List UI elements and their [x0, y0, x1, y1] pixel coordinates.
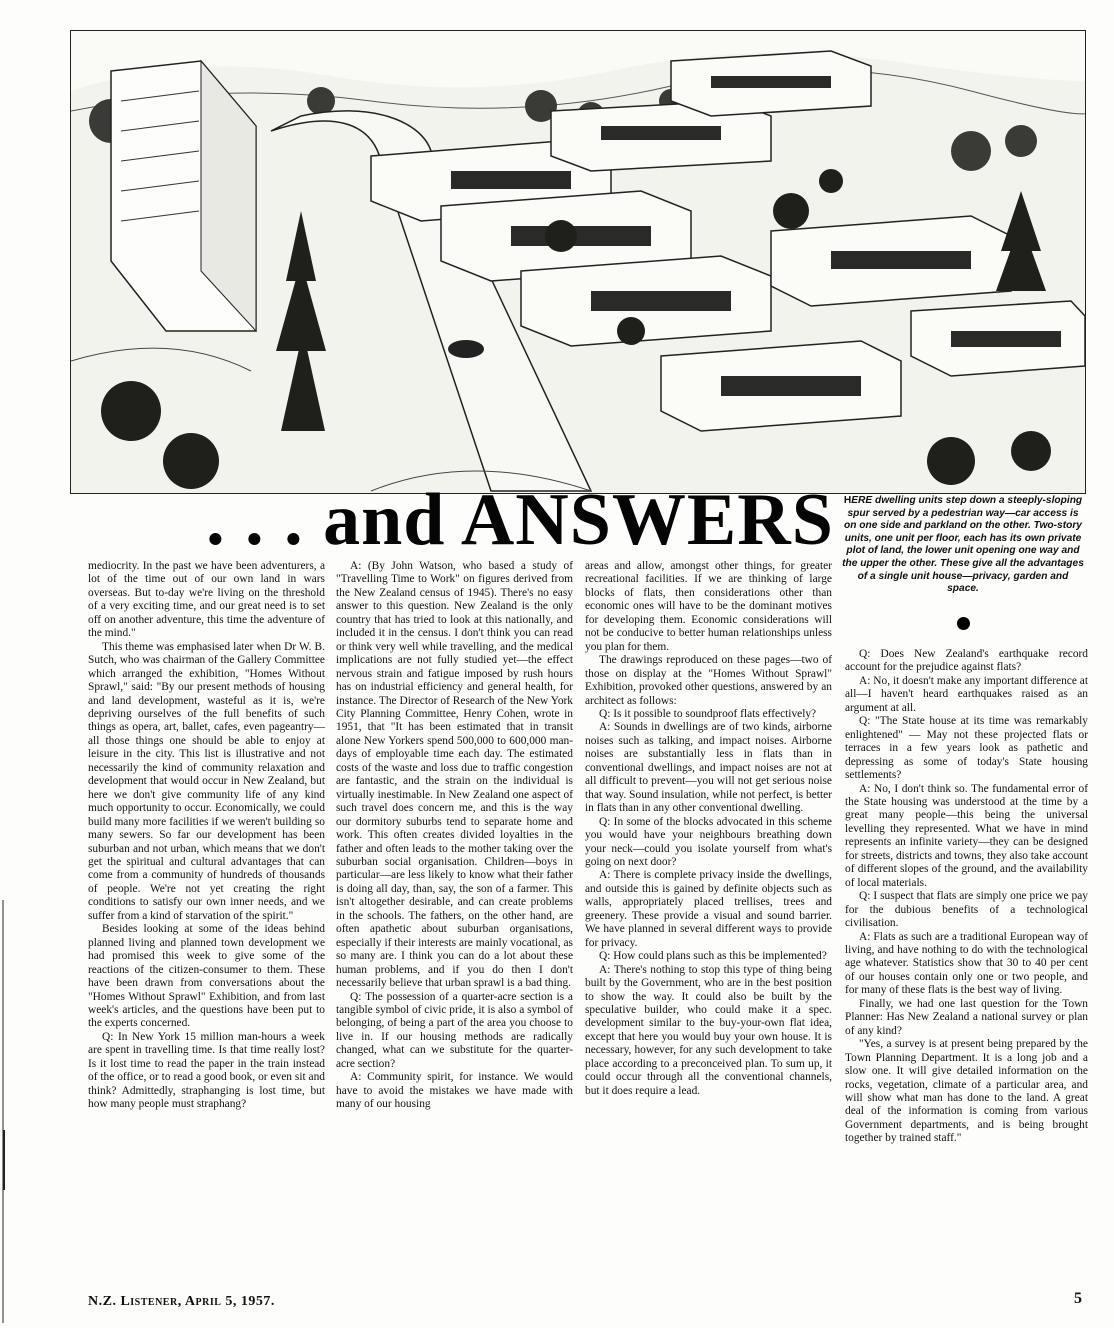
caption: HERE dwelling units step down a steeply-sloping spur served by a pedestrian way—car access is on one side and parkland on the other. Two-story units, one unit per floor, each has its own private plot of land, the lower unit opening one way and the upper the other. These give all the advantages of a single unit house—privacy, garden and space. — [842, 495, 1084, 595]
paragraph: Q: Does New Zealand's earthquake record account for the prejudice against flats? — [845, 648, 1088, 674]
paragraph: Finally, we had one last question for the Town Planner: Has New Zealand a national survey or plan of any kind? — [845, 997, 1088, 1037]
margin-marks — [0, 0, 14, 1323]
paragraph: Q: In New York 15 million man-hours a week are spent in travelling time. Is that time really lost? Is it lost time to read the paper in the train instead of the office, or to read a good book, or even sit and think? Admittedly, straphanging is lost time, but how many people must straphang? — [88, 1030, 325, 1111]
paragraph: areas and allow, amongst other things, for greater recreational facilities. If we are thinking of large blocks of flats, then considerations other than economic ones will have to be the dominant motives for developing them. Economic considerations will not be conducive to better human relationships unless you plan for them. — [585, 560, 832, 653]
paragraph: A: Sounds in dwellings are of two kinds, airborne noises such as talking, and impact noises. Airborne noises are substantially less in flats than in conventional dwellings, and impact noises are not at all difficult to prevent—you will not get serious noise that way. Sound insulation, while not perfect, is better in flats than in any other conventional dwelling. — [585, 721, 832, 815]
paragraph: A: There is complete privacy inside the dwellings, and outside this is gained by definite objects such as walls, appropriately placed trellises, trees and greenery. These provide a visual and sound barrier. We have planned in several different ways to provide for privacy. — [585, 869, 832, 949]
illustration — [70, 30, 1086, 494]
paragraph: The drawings reproduced on these pages—two of those on display at the "Homes Without Sprawl" Exhibition, provoked other questions, answered by an architect as follows: — [585, 654, 832, 707]
column-3 — [585, 560, 832, 1098]
paragraph: mediocrity. In the past we have been adventurers, a lot of the time out of our own land in wars overseas. But to-day we're living on the threshold of a very exciting time, and our great need is to set off on another adventure, this time the adventure of the mind." — [88, 560, 325, 640]
paragraph: Besides looking at some of the ideas behind planned living and planned town development we had promised this week to give some of the reactions of the citizen-consumer to them. These have been drawn from conversations about the "Homes Without Sprawl" Exhibition, and from last week's articles, and the questions have been put to the experts concerned. — [88, 923, 325, 1030]
paragraph: "Yes, a survey is at present being prepared by the Town Planning Department. It is a long job and a slow one. It will give detailed information on the rocks, vegetation, climate of a particular area, and will show what man has done to the land. A great deal of the information is coming from various Government departments, and is being brought together by trained staff." — [845, 1038, 1088, 1145]
paragraph: Q: I suspect that flats are simply one price we pay for the dubious benefits of a technological civilisation. — [845, 890, 1088, 930]
column-2 — [336, 560, 573, 1112]
page-number: 5 — [1074, 1290, 1082, 1307]
headline: . . . and ANSWERS — [206, 479, 834, 561]
paragraph: Q: The possession of a quarter-acre section is a tangible symbol of civic pride, it is also a symbol of belonging, of being a part of the area you choose to live in. If our housing methods are radically changed, what can we substitute for the quarter-acre section? — [336, 990, 573, 1070]
publication-footer: N.Z. Listener, April 5, 1957. — [88, 1294, 275, 1309]
architectural-drawing-icon — [71, 31, 1085, 493]
paragraph: Q: Is it possible to soundproof flats effectively? — [599, 707, 817, 720]
paragraph: A: Flats as such are a traditional European way of living, and have nothing to do with the technological age whatever. Statistics show that 30 to 40 per cent of our houses contain only one or two people, and for many of these flats is the best way of living. — [845, 930, 1088, 997]
paragraph: A: No, I don't think so. The fundamental error of the State housing was understood at the time by a great many people—this being the universal levelling they represented. What we have in mind represents an infinite variety—they can be designed for streets, districts and towns, they also take account of different slopes of the ground, and the availability of local materials. — [845, 782, 1088, 889]
paragraph: Q: "The State house at its time was remarkably enlightened" — May not these projected flats or terraces in a few years look as pathetic and depressing as some of today's State housing settlements? — [845, 715, 1088, 782]
paragraph: Q: In some of the blocks advocated in this scheme you would have your neighbours breathing down your neck—could you isolate yourself from what's going on next door? — [585, 815, 832, 868]
paragraph: Q: How could plans such as this be implemented? — [599, 950, 827, 963]
paragraph: This theme was emphasised later when Dr W. B. Sutch, who was chairman of the Gallery Committee which arranged the exhibition, "Homes Without Sprawl," said: "By our present methods of housing and land development, wasteful as it is, we're depriving ourselves of the full benefits of such things as opera, art, ballet, cafes, even pageantry—all those things one should be able to enjoy at leisure in the city. This list is illustrative and not necessarily the kind of community relaxation and development that would occur in New Zealand, but here we don't give community life of any kind much opportunity to occur. Economically, we could build many more facilities if we weren't building so many sewers. So far our development has been suburban and not urban, which means that we don't get the spiritual and cultural advantages that can come from a community of hundreds of thousands of people. We're not yet creating the right conditions to satisfy our own inner needs, and we suffer from a kind of starvation of the spirit." — [88, 640, 325, 922]
bullet-dot — [957, 617, 970, 630]
paragraph: A: There's nothing to stop this type of thing being built by the Government, who are in the best position to show the way. It could also be built by the speculative builder, who could make it a spec. development similar to the buy-your-own flat idea, except that here you would buy your own house. It is necessary, however, for any such development to take place according to a preconceived plan. To sum up, it could occur through all the conventional channels, but it does require a lead. — [585, 963, 832, 1097]
column-1 — [88, 560, 325, 1112]
paragraph: A: Community spirit, for instance. We would have to avoid the mistakes we have made with many of our housing — [336, 1071, 573, 1111]
paragraph: A: No, it doesn't make any important difference at all—I haven't heard earthquakes raised as an argument at all. — [845, 674, 1088, 714]
paragraph: A: (By John Watson, who based a study of "Travelling Time to Work" on figures derived from the New Zealand census of 1945). There's no easy answer to this question. New Zealand is the only country that has tried to look at this nationally, and included it in the census. I don't think you can read or think very well while travelling, and the medical implications are not fully studied yet—the effect nervous strain and fatigue imposed by rush hours has on industrial efficiency and general health, for instance. The Director of Research of the New York City Planning Committee, Henry Cohen, wrote in 1951, that "It has been estimated that in transit alone New Yorkers spend 500,000 to 600,000 man-days of employable time each day. The estimated costs of the waste and loss due to traffic congestion are fantastic, and the strain on the individual is virtually inestimable. In New Zealand one aspect of such travel does concern me, and this is the way our dormitory suburbs tend to separate home and work. This often creates divided loyalties in the father and often leads to the mother taking over the suburban social organisation. Children—boys in particular—are less likely to know what their father is doing all day, than, say, the son of a farmer. This isn't altogether desirable, and can create problems in the schools. The fathers, on the other hand, are often apathetic about suburban organisations, especially if their interests are mainly vocational, as so many are. I think you can do a lot about these human problems, and if you do then I don't necessarily believe that urban sprawl is a bad thing. — [336, 560, 573, 990]
column-4 — [845, 648, 1088, 1146]
